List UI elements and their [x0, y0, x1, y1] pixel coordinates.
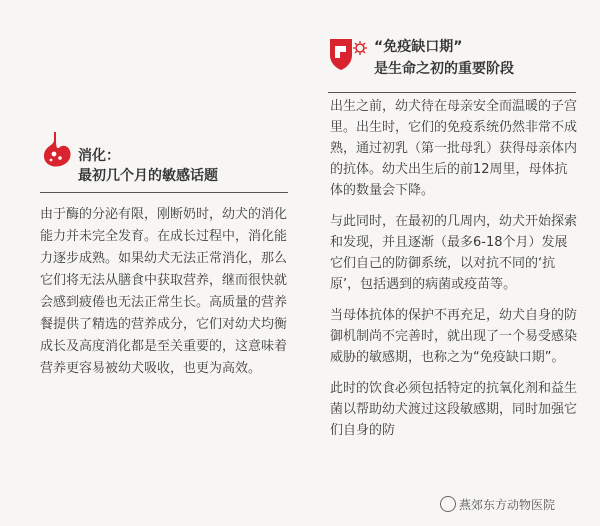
digestion-title-line1: 消化： — [78, 148, 120, 164]
wechat-logo-icon — [440, 496, 456, 512]
paragraph: 当母体抗体的保护不再充足，幼犬自身的防御机制尚不完善时，就出现了一个易受感染威胁的敏感期，也称之为“免疫缺口期”。 — [330, 308, 578, 365]
paragraph: 出生之前，幼犬待在母亲安全而温暖的子宫里。出生时，它们的免疫系统仍然非常不成熟，通过初乳（第一批母乳）获得母亲体内的抗体。幼犬出生后的前12周里，母体抗体的数量会下降。 — [330, 99, 578, 198]
immunity-gap-body — [330, 96, 580, 451]
digestion-title-line2: 最初几个月的敏感话题 — [78, 168, 218, 184]
digestion-header — [40, 128, 300, 190]
immunity-gap-title — [374, 36, 514, 80]
immunity-gap-title-line1: “免疫缺口期” — [374, 39, 463, 55]
paragraph: 与此同时，在最初的几周内，幼犬开始探索和发现，并且逐渐（最多6-18个月）发展它们自己的防御系统，以对抗不同的‘抗原’，包括遇到的病菌或疫苗等。 — [330, 214, 578, 292]
paragraph: 此时的饮食必须包括特定的抗氧化剂和益生菌以帮助幼犬渡过这段敏感期，同时加强它们自身的防 — [330, 381, 578, 438]
watermark-text: 燕郊东方动物医院 — [459, 498, 556, 512]
watermark — [440, 496, 555, 513]
immunity-gap-header — [328, 32, 588, 92]
digestion-body-text: 由于酶的分泌有限，刚断奶时，幼犬的消化能力并未完全发育。在成长过程中，消化能力逐步成熟。如果幼犬无法正常消化，那么它们将无法从膳食中获取营养，继而很快就会感到疲倦也无法正常生长。高质量的营养餐提供了精选的营养成分，它们对幼犬均衡成长及高度消化都是至关重要的，这意味着营养更容易被幼犬吸收，也更为高效。 — [40, 207, 288, 376]
shield-virus-icon — [328, 36, 368, 72]
divider — [328, 92, 576, 93]
immunity-gap-title-line2: 是生命之初的重要阶段 — [374, 61, 514, 77]
divider — [40, 192, 288, 193]
stomach-icon — [40, 130, 74, 170]
digestion-title — [78, 146, 218, 186]
